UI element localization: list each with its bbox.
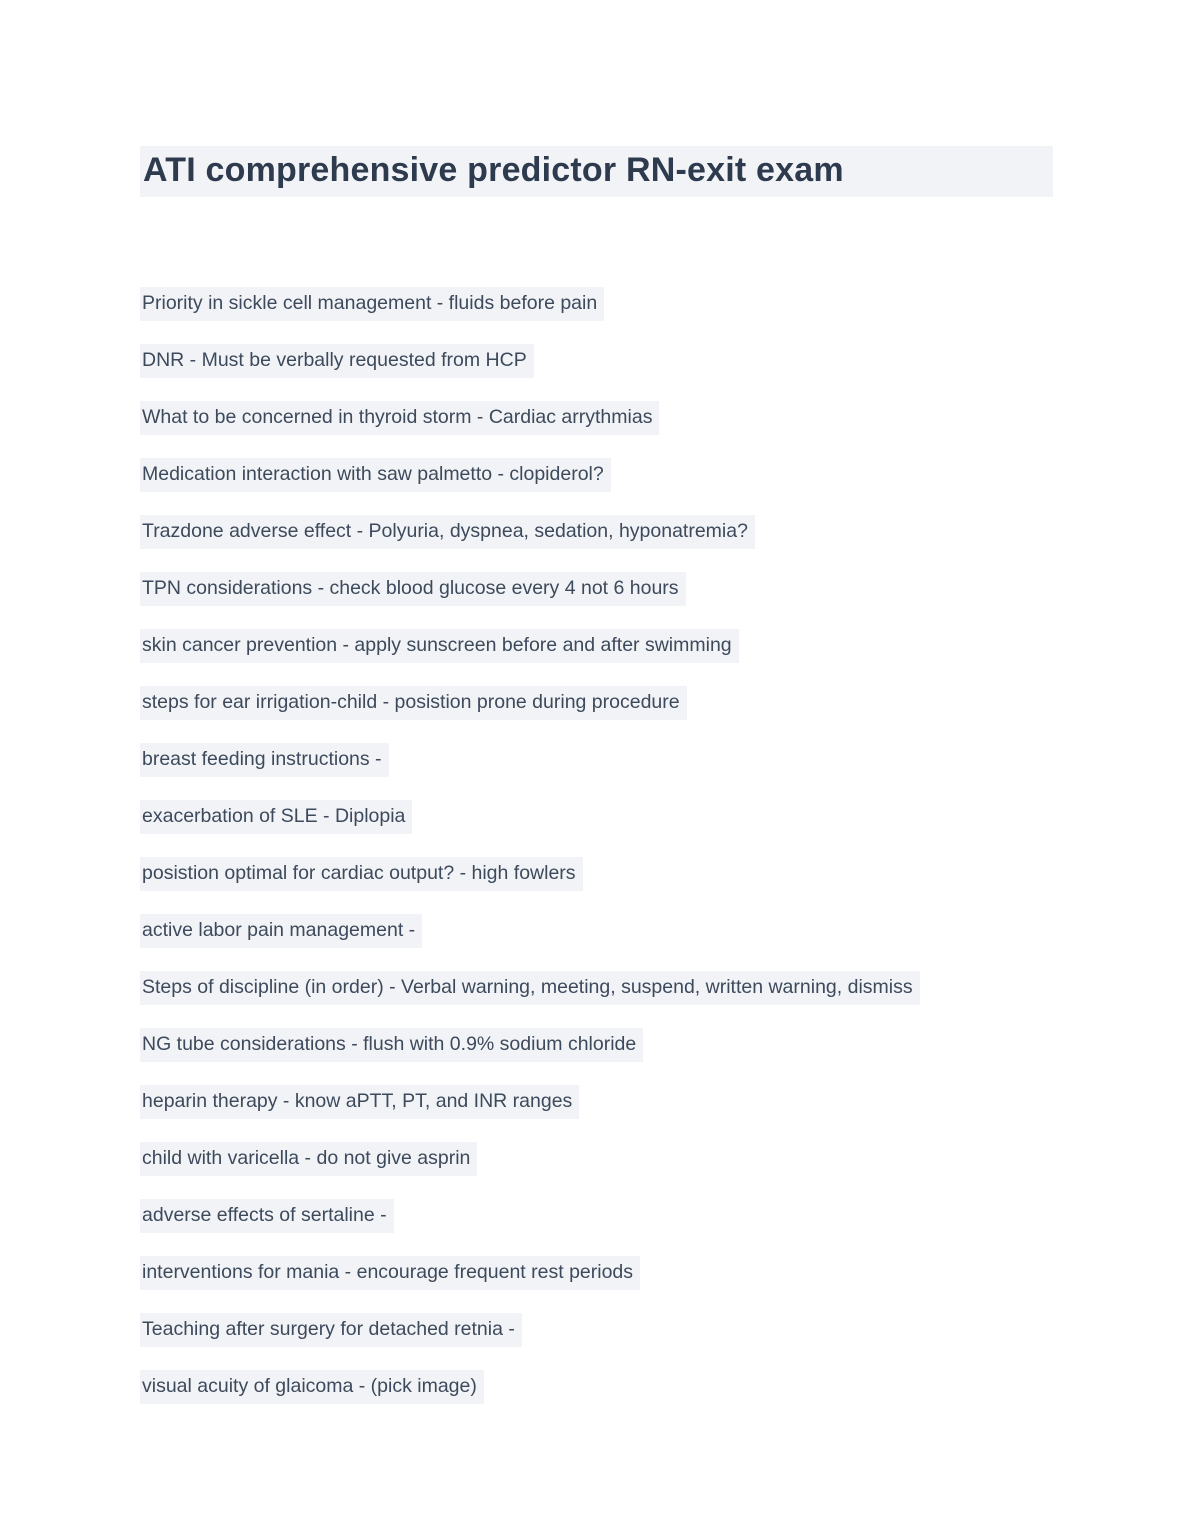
note-line-text: Teaching after surgery for detached retnia - bbox=[140, 1313, 522, 1346]
note-line bbox=[140, 1301, 1094, 1358]
note-line-text: posistion optimal for cardiac output? - high fowlers bbox=[140, 857, 583, 890]
note-line-text: child with varicella - do not give asprin bbox=[140, 1142, 477, 1175]
note-line-text: adverse effects of sertaline - bbox=[140, 1199, 394, 1232]
note-line bbox=[140, 788, 1094, 845]
note-line-text: DNR - Must be verbally requested from HCP bbox=[140, 344, 534, 377]
note-line-text: Steps of discipline (in order) - Verbal warning, meeting, suspend, written warning, dismiss bbox=[140, 971, 920, 1004]
page-title: ATI comprehensive predictor RN-exit exam bbox=[143, 151, 844, 189]
note-line bbox=[140, 959, 1094, 1016]
note-line-text: What to be concerned in thyroid storm - Cardiac arrythmias bbox=[140, 401, 659, 434]
note-line bbox=[140, 1244, 1094, 1301]
note-line-text: NG tube considerations - flush with 0.9% sodium chloride bbox=[140, 1028, 643, 1061]
note-line bbox=[140, 731, 1094, 788]
note-line bbox=[140, 389, 1094, 446]
note-line-text: steps for ear irrigation-child - posistion prone during procedure bbox=[140, 686, 687, 719]
note-line-text: TPN considerations - check blood glucose every 4 not 6 hours bbox=[140, 572, 686, 605]
note-line bbox=[140, 1358, 1094, 1415]
note-line-text: Trazdone adverse effect - Polyuria, dyspnea, sedation, hyponatremia? bbox=[140, 515, 755, 548]
note-line-text: heparin therapy - know aPTT, PT, and INR ranges bbox=[140, 1085, 579, 1118]
note-line bbox=[140, 503, 1094, 560]
note-line bbox=[140, 845, 1094, 902]
note-line bbox=[140, 1073, 1094, 1130]
note-line-text: skin cancer prevention - apply sunscreen before and after swimming bbox=[140, 629, 739, 662]
note-line bbox=[140, 617, 1094, 674]
note-line-text: exacerbation of SLE - Diplopia bbox=[140, 800, 412, 833]
note-line bbox=[140, 1016, 1094, 1073]
note-line bbox=[140, 902, 1094, 959]
note-line-text: Medication interaction with saw palmetto - clopiderol? bbox=[140, 458, 611, 491]
note-line bbox=[140, 560, 1094, 617]
note-line bbox=[140, 275, 1094, 332]
note-line-text: breast feeding instructions - bbox=[140, 743, 389, 776]
note-line-text: Priority in sickle cell management - fluids before pain bbox=[140, 287, 604, 320]
note-line-text: visual acuity of glaicoma - (pick image) bbox=[140, 1370, 484, 1403]
note-line bbox=[140, 1187, 1094, 1244]
note-line bbox=[140, 674, 1094, 731]
note-line-text: interventions for mania - encourage frequent rest periods bbox=[140, 1256, 640, 1289]
note-line bbox=[140, 1130, 1094, 1187]
notes-list bbox=[140, 275, 1094, 1415]
note-line bbox=[140, 332, 1094, 389]
note-line bbox=[140, 446, 1094, 503]
note-line-text: active labor pain management - bbox=[140, 914, 422, 947]
title-highlight bbox=[140, 146, 1053, 197]
